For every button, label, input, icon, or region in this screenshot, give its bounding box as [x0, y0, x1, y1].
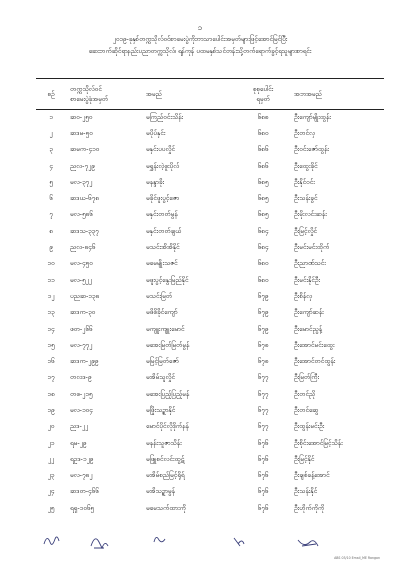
row-name: မဖူးပွင့်နွေးမြည်နိုင်: [146, 275, 189, 284]
row-father-name: ဦးကျော်မျိုးထွန်း: [294, 112, 331, 121]
table-row: [36, 126, 384, 142]
row-father-name: ဦးမင်းနိုင်ဦး: [294, 275, 320, 284]
row-registration: မလ-၇၇၂: [70, 340, 93, 349]
row-score: ၆၇၆: [257, 438, 269, 447]
table-row: [36, 175, 384, 191]
table-row: [36, 289, 384, 305]
row-score: ၆၈၅: [257, 177, 269, 186]
row-father-name: ဦးမြတ်ကြီး: [294, 373, 320, 382]
header-registration-line-2: စာမေးပွဲခုံအမှတ်: [70, 95, 108, 103]
table-row: [36, 435, 384, 451]
row-name: မနှင်းတတ်မွန်: [146, 210, 178, 219]
row-name: မအေးပြည့်ပြည့်မန်: [146, 389, 190, 398]
row-no: ၁၀: [47, 259, 55, 268]
row-score: ၆၈၀: [257, 275, 269, 284]
row-score: ၆၈၄: [257, 226, 269, 235]
row-registration: တလဒ-၉: [70, 373, 92, 382]
row-no: ၃: [49, 145, 53, 154]
row-name: မအိမ်စည်မြင့်ရိုရ်: [146, 471, 185, 480]
table-row: [36, 354, 384, 370]
header-no: စဉ်: [47, 90, 55, 98]
row-name: မခိုင်ဖူးပွင့်ဇော: [146, 194, 180, 203]
row-score: ၆၇၇: [257, 389, 269, 398]
row-registration: ဆဒက-၂၉၉: [70, 357, 99, 366]
row-no: ၇: [49, 210, 53, 219]
row-no: ၁၃: [47, 308, 55, 317]
row-no: ၂၅: [47, 503, 55, 512]
signature-2-icon: [91, 539, 108, 548]
row-registration: ညဒ-၂၂: [70, 422, 89, 431]
row-name: မသင်းမြတ်: [146, 291, 172, 300]
header-score-line-1: စုစုပေါင်း: [252, 85, 274, 93]
row-score: ၆၈၅: [257, 194, 269, 203]
row-name: မဖိဖိခိုင်ကျော်: [146, 308, 178, 317]
page-number: ၁: [197, 23, 203, 32]
row-no: ၁၇: [47, 373, 55, 382]
row-no: ၂: [49, 128, 53, 137]
table-row: [36, 321, 384, 337]
row-father-name: ဦးမင်းမင်းထိုက်: [294, 243, 330, 252]
row-score: ၆၇၉: [257, 291, 269, 300]
table-row: [36, 110, 384, 126]
row-name: မမေမျိုးသဇင်: [146, 259, 178, 268]
row-father-name: ဦးနိုင်ဝင်း: [294, 177, 315, 186]
row-score: ၆၇၇: [257, 405, 269, 414]
row-no: ၆: [49, 194, 53, 203]
row-father-name: ဦးတင်ညို: [294, 389, 316, 398]
row-registration: မလ-၅၂၂: [70, 275, 92, 284]
row-registration: ဆဒသ-၃၃၇: [70, 226, 99, 235]
row-name: မကျူးကျူးမောင်: [146, 324, 185, 333]
row-name: မဖြိုးသဉ္စာနိုင်: [146, 405, 176, 414]
row-father-name: ဦးအောင်မင်းထွေး: [294, 340, 335, 349]
table-row: [36, 338, 384, 354]
row-registration: ဖတ-၂၆၆: [70, 324, 93, 333]
row-name: မနှင်းပပလှိုင်: [146, 145, 175, 154]
row-name: မသင်းအိအိနိုင်: [146, 243, 180, 252]
row-name: မမြင့်မြတ်ဇော်: [146, 357, 179, 366]
signature-1-icon: [44, 537, 59, 544]
header-score: [238, 79, 288, 110]
row-registration: မလ-၃၇၂: [70, 177, 93, 186]
row-father-name: ဦးညာဏ်သင်း: [294, 259, 326, 268]
table-row: [36, 142, 384, 158]
table-row: [36, 484, 384, 500]
row-name: မအေးမြတ်မြတ်မွန်: [146, 340, 190, 349]
table-row: [36, 207, 384, 223]
row-father-name: ဦးမြင့်လှိုင်: [294, 226, 317, 235]
row-name: မနှင်းတတ်ချယ်: [146, 226, 182, 235]
table-header-row: [36, 79, 384, 110]
results-table: [36, 78, 384, 517]
table-row: [36, 501, 384, 517]
row-registration: ဆဒတ-၄၆၆: [70, 487, 99, 496]
row-registration: မလ-၁၀၄: [70, 405, 93, 414]
row-score: ၆၈၈: [257, 112, 269, 121]
table-row: [36, 272, 384, 288]
row-no: ၂၀: [47, 422, 55, 431]
header-registration: [66, 79, 138, 110]
row-no: ၁၅: [47, 340, 55, 349]
row-name: မရွှန်းလဲ့ဖူးပိုလ်: [146, 161, 180, 170]
row-no: ၂၄: [47, 487, 55, 496]
row-father-name: ဦးချစ်ခန့်အောင်: [294, 471, 330, 480]
row-name: မမေသက်ထားကို: [146, 503, 186, 512]
row-score: ၆၇၆: [257, 471, 269, 480]
table-row: [36, 305, 384, 321]
row-no: ၂၃: [47, 471, 55, 480]
row-no: ၁၆: [47, 357, 55, 366]
row-score: ၆၈၄: [257, 243, 269, 252]
row-name: မအိမ်သူလှိုင်: [146, 373, 175, 382]
document-title: [52, 34, 348, 58]
row-father-name: ဦးထွေးခိုင်: [294, 161, 318, 170]
row-no: ၈: [49, 226, 53, 235]
row-father-name: ဦးသန်းနိုင်: [294, 487, 318, 496]
row-registration: မလ-၅၈၆: [70, 210, 93, 219]
signature-3-icon: [154, 537, 165, 542]
row-score: ၆၇၈: [257, 340, 269, 349]
row-no: ၁: [49, 112, 53, 121]
row-father-name: ဦးအောင်တင်ထွန်း: [294, 357, 336, 366]
row-score: ၆၇၉: [257, 324, 269, 333]
row-father-name: ဦးထွန်းမင်းဦး: [294, 422, 325, 431]
row-no: ၄: [49, 161, 53, 170]
row-registration: မလ-၇၈၂: [70, 471, 93, 480]
header-name: အမည်: [146, 90, 162, 98]
header-registration-line-1: တက္ကသိုလ်ဝင်: [70, 85, 102, 93]
row-score: ၆၈၅: [257, 210, 269, 219]
row-registration: ဆဒမ-၅၀: [70, 128, 93, 137]
row-father-name: ဦးကျော်ဆန်း: [294, 308, 324, 317]
row-registration: ဆမက-၄၁၀: [70, 145, 100, 154]
row-score: ၆၇၆: [257, 503, 269, 512]
row-no: ၁၁: [47, 275, 55, 284]
row-no: ၁၈: [47, 389, 55, 398]
title-line-2: ဆေးဘက်ဆိုင်ရာနည်းပညာတက္ကသိုလ်၊ ရန်ကုန် ပထမနှစ်သင်တန်းသို့တက်ရောက်ခွင့်ရသူများစာရင်း: [88, 48, 312, 55]
table-row: [36, 403, 384, 419]
row-father-name: ဦးမိုးလင်းဆန်း: [294, 210, 327, 219]
table-row: [36, 387, 384, 403]
row-registration: ဆဝ-၂၅၀: [70, 112, 93, 121]
row-father-name: ဦးတင်လှ: [294, 128, 315, 137]
table-row: [36, 468, 384, 484]
row-registration: ရဥဒ-၁၂၉: [70, 454, 94, 463]
row-registration: တဖ-၂၁၅: [70, 389, 93, 398]
row-score: ၆၇၆: [257, 454, 269, 463]
row-no: ၂၂: [47, 454, 55, 463]
row-name: မပိုပ်နှင်း: [146, 128, 166, 137]
table-row: [36, 158, 384, 174]
row-name: မောင်ပိုင်လိုဒိုက်နန်: [146, 422, 189, 431]
table-row: [36, 224, 384, 240]
row-score: ၆၈၀: [257, 259, 269, 268]
table-body: [36, 110, 384, 517]
row-no: ၁၄: [47, 324, 55, 333]
row-score: ၆၇၈: [257, 357, 269, 366]
table-row: [36, 191, 384, 207]
row-name: မနန္ဒာခိုး: [146, 177, 165, 186]
row-father-name: ဦးသန်းခွင်: [294, 194, 318, 203]
signature-5-icon: [298, 540, 318, 546]
row-registration: ညလ-၇၂၉: [70, 161, 95, 170]
row-score: ၆၈၆: [257, 145, 269, 154]
row-score: ၆၈၀: [257, 128, 269, 137]
row-score: ၆၇၇: [257, 373, 269, 382]
table-row: [36, 370, 384, 386]
header-father-name: အဘအမည်: [294, 90, 322, 98]
row-registration: ညလ-၈၄၆: [70, 243, 96, 252]
row-name: မနန်းသူဇာသိန်း: [146, 438, 182, 447]
signature-4-icon: [234, 538, 244, 546]
row-registration: ဆဒက-၃၀: [70, 308, 96, 317]
row-father-name: ဦးဝင်းဇော်ထွန်း: [294, 145, 329, 154]
row-score: ၆၈၆: [257, 161, 269, 170]
row-name: မကြည်ဝင်းသိန်း: [146, 112, 184, 121]
row-registration: ရရှ-၁၀၆၅: [70, 503, 95, 512]
row-no: ၂၁: [47, 438, 55, 447]
row-name: မဖြူစင်လင်းထွဋ်: [146, 454, 185, 463]
row-father-name: ဦးဟိုက်ကိုကို: [294, 503, 325, 512]
header-score-line-2: ရမှတ်: [256, 95, 270, 103]
row-registration: ဆဒယ-၆၇၈: [70, 194, 99, 203]
row-no: ၁၂: [47, 291, 55, 300]
table-row: [36, 419, 384, 435]
row-no: ၉: [49, 243, 53, 252]
row-no: ၁၉: [47, 405, 55, 414]
table-row: [36, 452, 384, 468]
row-father-name: ဦးစိန်လှ: [294, 291, 313, 300]
title-line-1: ၂၀၁၉-ခုနှစ်တက္ကသိုလ်ဝင်စာမေးပွဲကိုဘာသာပေါင်းအမှတ်များဖြင့်အောင်မြင်ပြီး: [112, 36, 288, 43]
row-father-name: ဦးတင်ဆွေ: [294, 405, 319, 414]
row-score: ၆၇၉: [257, 308, 269, 317]
row-father-name: ဦးမောင်ညွန့်: [294, 324, 322, 333]
signatures: [36, 530, 366, 554]
row-registration: ပညဆ-၁၃၈: [70, 291, 100, 300]
table-row: [36, 240, 384, 256]
table-row: [36, 256, 384, 272]
row-registration: ရမ-၂၉: [70, 438, 87, 447]
row-score: ၆၇၇: [257, 422, 269, 431]
scan-stamp: ABS 03/10 Email_ME Rangon: [334, 556, 380, 560]
row-father-name: ဦးမြင့်နိုင်: [294, 454, 315, 463]
row-score: ၆၇၆: [257, 487, 269, 496]
row-registration: မလ-၄၅၀: [70, 259, 93, 268]
row-no: ၅: [49, 177, 53, 186]
row-father-name: ဦးစိုင်းအောင်မြင့်သိန်း: [294, 438, 343, 447]
row-name: မအိသဉ္စာမွန်: [146, 487, 175, 496]
